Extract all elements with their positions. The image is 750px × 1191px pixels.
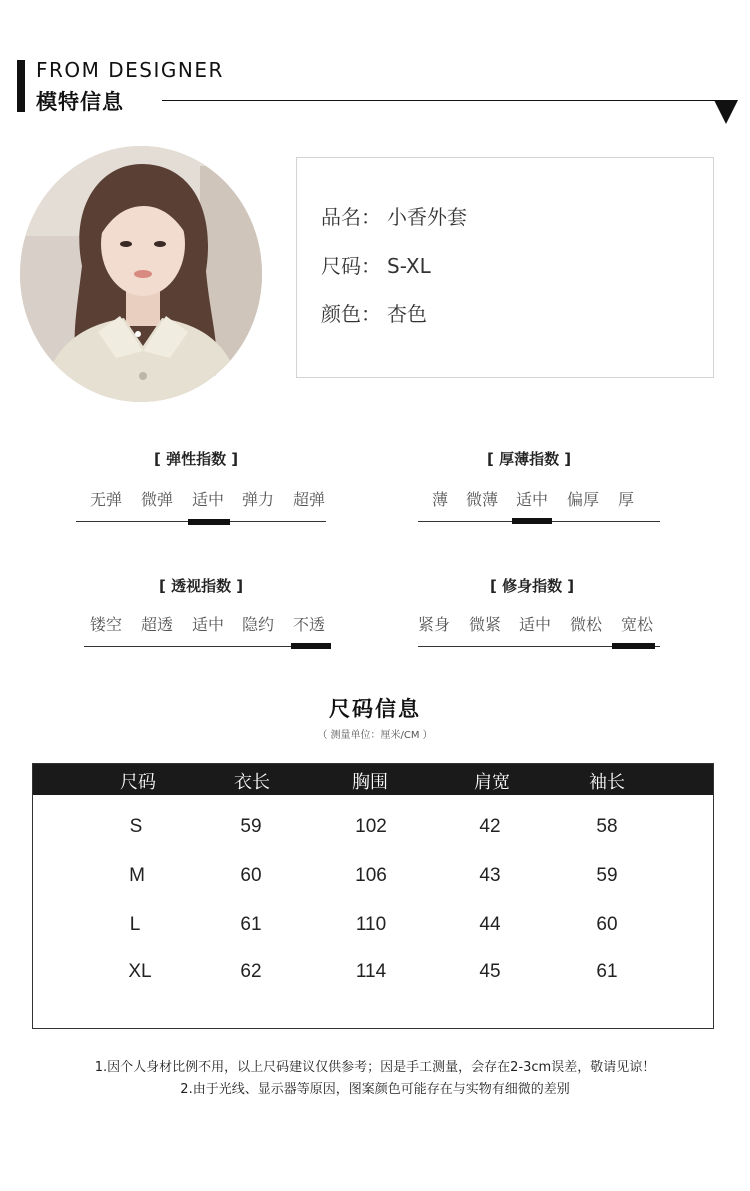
header-accent-bar — [17, 60, 25, 112]
index-option: 适中 — [515, 490, 549, 509]
table-cell: 60 — [596, 914, 618, 935]
product-name-label: 品名： — [321, 205, 381, 229]
table-cell: 61 — [240, 914, 262, 935]
table-cell: 106 — [355, 865, 387, 886]
header-title-cn: 模特信息 — [36, 90, 124, 114]
table-cell: 59 — [240, 816, 262, 837]
table-cell: 60 — [240, 865, 262, 886]
table-cell: 43 — [479, 865, 501, 886]
index-option: 宽松 — [620, 615, 654, 634]
header-cell: 衣长 — [234, 772, 270, 793]
table-cell: 110 — [355, 914, 387, 935]
product-name-value: 小香外套 — [387, 205, 467, 229]
product-info-box — [296, 157, 714, 378]
header-title-en: FROM DESIGNER — [36, 58, 224, 82]
index-option: 无弹 — [89, 490, 123, 509]
product-color-label: 颜色： — [321, 302, 381, 326]
table-cell: 44 — [479, 914, 501, 935]
size-section-title: 尺码信息 — [329, 697, 421, 721]
index-selected-marker — [291, 643, 331, 649]
index-option: 适中 — [191, 615, 225, 634]
product-size-label: 尺码： — [321, 254, 381, 278]
down-triangle-icon — [714, 100, 738, 124]
header-cell: 胸围 — [352, 772, 388, 793]
index-title: [ 弹性指数 ] — [154, 450, 239, 468]
product-color-value: 杏色 — [387, 302, 427, 326]
index-option: 微弹 — [140, 490, 174, 509]
index-option: 紧身 — [417, 615, 451, 634]
index-option: 不透 — [292, 615, 326, 634]
table-cell: S — [129, 816, 143, 837]
table-cell: 102 — [355, 816, 387, 837]
table-cell: XL — [128, 961, 152, 982]
index-option: 微紧 — [468, 615, 502, 634]
header-cell: 肩宽 — [474, 772, 510, 793]
table-cell: 61 — [596, 961, 618, 982]
table-cell: L — [129, 914, 141, 935]
index-selected-marker — [612, 643, 655, 649]
product-size-value: S-XL — [387, 254, 431, 278]
index-option: 适中 — [191, 490, 225, 509]
table-cell: 59 — [596, 865, 618, 886]
index-option: 超弹 — [292, 490, 326, 509]
table-cell: 42 — [479, 816, 501, 837]
disclaimer-note: 2.由于光线、显示器等原因，图案颜色可能存在与实物有细微的差别 — [180, 1082, 570, 1097]
index-option: 隐约 — [241, 615, 275, 634]
index-option: 微松 — [569, 615, 603, 634]
index-option: 适中 — [518, 615, 552, 634]
size-table-header — [33, 764, 713, 795]
index-option: 超透 — [140, 615, 174, 634]
size-table — [32, 763, 714, 1029]
index-option: 厚 — [617, 490, 635, 509]
header-cell: 尺码 — [120, 772, 156, 793]
index-title: [ 厚薄指数 ] — [487, 450, 572, 468]
size-unit-note: （ 测量单位：厘米/CM ） — [317, 730, 433, 741]
index-option: 镂空 — [89, 615, 123, 634]
table-cell: M — [129, 865, 145, 886]
index-option: 微薄 — [465, 490, 499, 509]
header-divider — [162, 100, 720, 101]
header-cell: 袖长 — [589, 772, 625, 793]
model-photo — [20, 146, 262, 402]
index-option: 偏厚 — [566, 490, 600, 509]
index-selected-marker — [512, 518, 552, 524]
index-selected-marker — [188, 519, 230, 525]
disclaimer-note: 1.因个人身材比例不用，以上尺码建议仅供参考；因是手工测量，会存在2-3cm误差，敬请见谅！ — [94, 1060, 656, 1075]
table-cell: 62 — [240, 961, 262, 982]
product-color-row — [321, 298, 427, 327]
index-option: 弹力 — [241, 490, 275, 509]
index-option: 薄 — [431, 490, 449, 509]
product-name-row — [321, 201, 467, 230]
index-title: [ 修身指数 ] — [490, 577, 575, 595]
index-title: [ 透视指数 ] — [159, 577, 244, 595]
product-size-row — [321, 250, 431, 279]
table-cell: 114 — [355, 961, 387, 982]
table-cell: 58 — [596, 816, 618, 837]
table-cell: 45 — [479, 961, 501, 982]
